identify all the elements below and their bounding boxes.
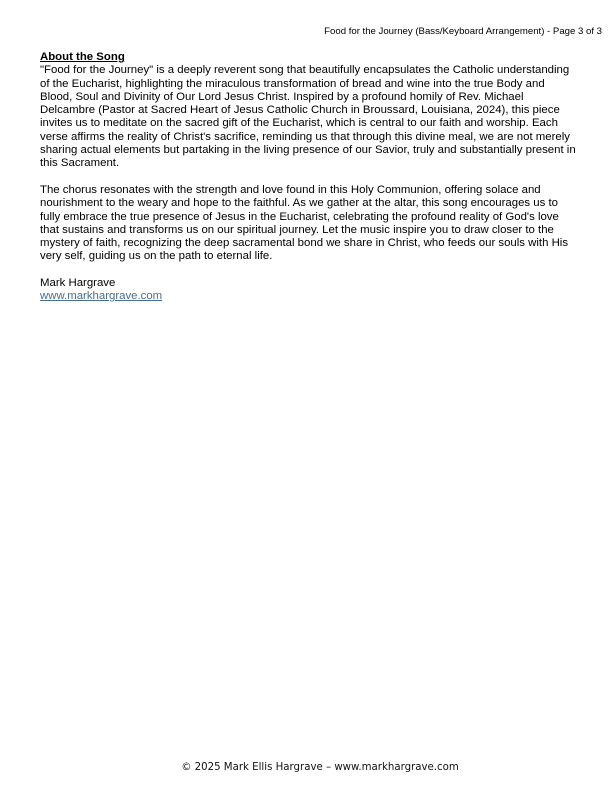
paragraph-chorus: The chorus resonates with the strength and love found in this Holy Communion, offering solace and nourishment to the weary and hope to the faithful. As we gather at the altar, this song encourages us to fully embrace the true presence of Jesus in the Eucharist, celebrating the profound reality of God's love that sustains and transforms us on our spiritual journey. Let the music inspire you to draw closer to the mystery of faith, recognizing the deep sacramental bond we share in Christ, who feeds our souls with His very self, guiding us on the path to eternal life. xyxy=(40,183,569,263)
running-header: Food for the Journey (Bass/Keyboard Arrangement) - Page 3 of 3 xyxy=(324,26,602,37)
section-heading: About the Song xyxy=(40,51,125,63)
paragraph-spacer xyxy=(40,171,580,184)
copyright-footer: © 2025 Mark Ellis Hargrave – www.markhargrave.com xyxy=(181,762,459,773)
paragraph-spacer xyxy=(40,264,580,277)
paragraph-intro: "Food for the Journey" is a deeply reverent song that beautifully encapsulates the Catholic understanding of the Eucharist, highlighting the miraculous transformation of bread and wine into the true Body and Blood, Soul and Divinity of Our Lord Jesus Christ. Inspired by a profound homily of Rev. Michael Delcambre (Pastor at Sacred Heart of Jesus Catholic Church in Broussard, Louisiana, 2024), this piece invites us to meditate on the sacred gift of the Eucharist, which is central to our faith and worship. Each verse affirms the reality of Christ's sacrifice, reminding us that through this divine meal, we are not merely sharing actual elements but partaking in the living presence of our Savior, truly and substantially present in this Sacrament. xyxy=(40,64,576,170)
author-name: Mark Hargrave xyxy=(40,277,116,290)
website-link[interactable]: www.markhargrave.com xyxy=(40,290,163,303)
about-section xyxy=(40,51,580,304)
